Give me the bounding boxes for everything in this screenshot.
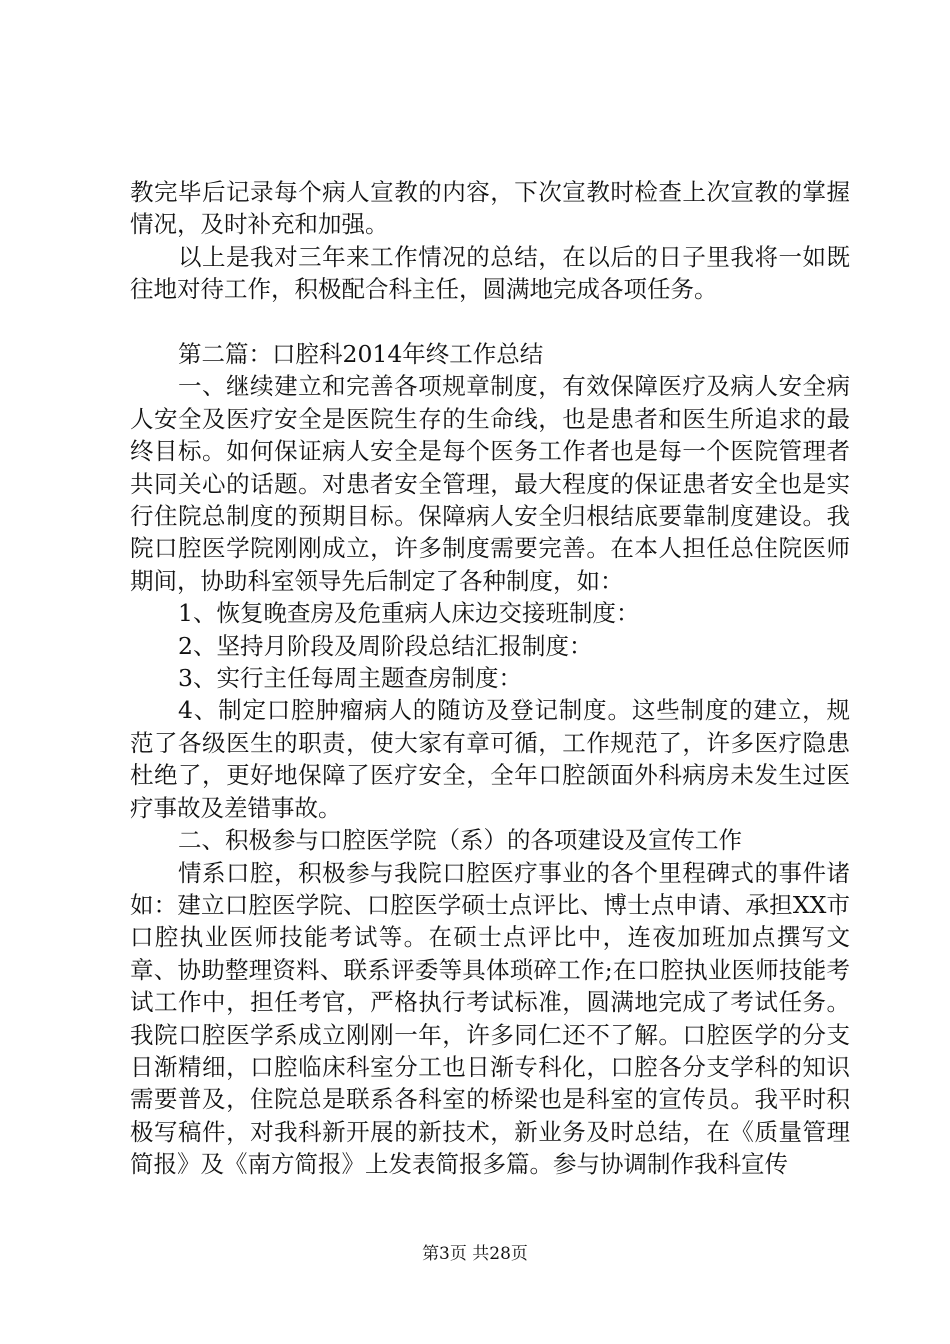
list-item: 4、制定口腔肿瘤病人的随访及登记制度。这些制度的建立，规范了各级医生的职责，使大家有章可循，工作规范了，许多医疗隐患杜绝了，更好地保障了医疗安全，全年口腔颌面外科病房未发生过医疗事故及差错事故。 bbox=[130, 696, 850, 822]
paragraph-continuation: 教完毕后记录每个病人宣教的内容，下次宣教时检查上次宣教的掌握情况，及时补充和加强。 bbox=[130, 178, 850, 239]
document-body bbox=[130, 176, 850, 1181]
subsection-heading: 二、积极参与口腔医学院（系）的各项建设及宣传工作 bbox=[178, 826, 742, 855]
list-item: 2、坚持月阶段及周阶段总结汇报制度： bbox=[178, 631, 593, 660]
list-item: 1、恢复晚查房及危重病人床边交接班制度： bbox=[178, 599, 640, 628]
paragraph-promotion-work: 情系口腔，积极参与我院口腔医疗事业的各个里程碑式的事件诸如：建立口腔医学院、口腔医学硕士点评比、博士点申请、承担XX市口腔执业医师技能考试等。在硕士点评比中，连夜加班加点撰写文章、协助整理资料、联系评委等具体琐碎工作;在口腔执业医师技能考试工作中，担任考官，严格执行考试标准，圆满地完成了考试任务。我院口腔医学系成立刚刚一年，许多同仁还不了解。口腔医学的分支日渐精细，口腔临床科室分工也日渐专科化，口腔各分支学科的知识需要普及，住院总是联系各科室的桥梁也是科室的宣传员。我平时积极写稿件，对我科新开展的新技术，新业务及时总结，在《质量管理简报》及《南方简报》上发表简报多篇。参与协调制作我科宣传 bbox=[130, 858, 850, 1179]
paragraph-rules-system: 一、继续建立和完善各项规章制度，有效保障医疗及病人安全病人安全及医疗安全是医院生存的生命线，也是患者和医生所追求的最终目标。如何保证病人安全是每个医务工作者也是每一个医院管理者共同关心的话题。对患者安全管理，最大程度的保证患者安全也是实行住院总制度的预期目标。保障病人安全归根结底要靠制度建设。我院口腔医学院刚刚成立，许多制度需要完善。在本人担任总住院医师期间，协助科室领导先后制定了各种制度，如： bbox=[130, 372, 850, 595]
page-footer: 第3页 共28页 bbox=[422, 1244, 528, 1264]
section-heading: 第二篇：口腔科2014年终工作总结 bbox=[178, 340, 544, 369]
list-item: 3、实行主任每周主题查房制度： bbox=[178, 664, 522, 693]
paragraph-gap bbox=[130, 306, 850, 338]
paragraph-conclusion: 以上是我对三年来工作情况的总结，在以后的日子里我将一如既往地对待工作，积极配合科主任，圆满地完成各项任务。 bbox=[130, 242, 850, 304]
